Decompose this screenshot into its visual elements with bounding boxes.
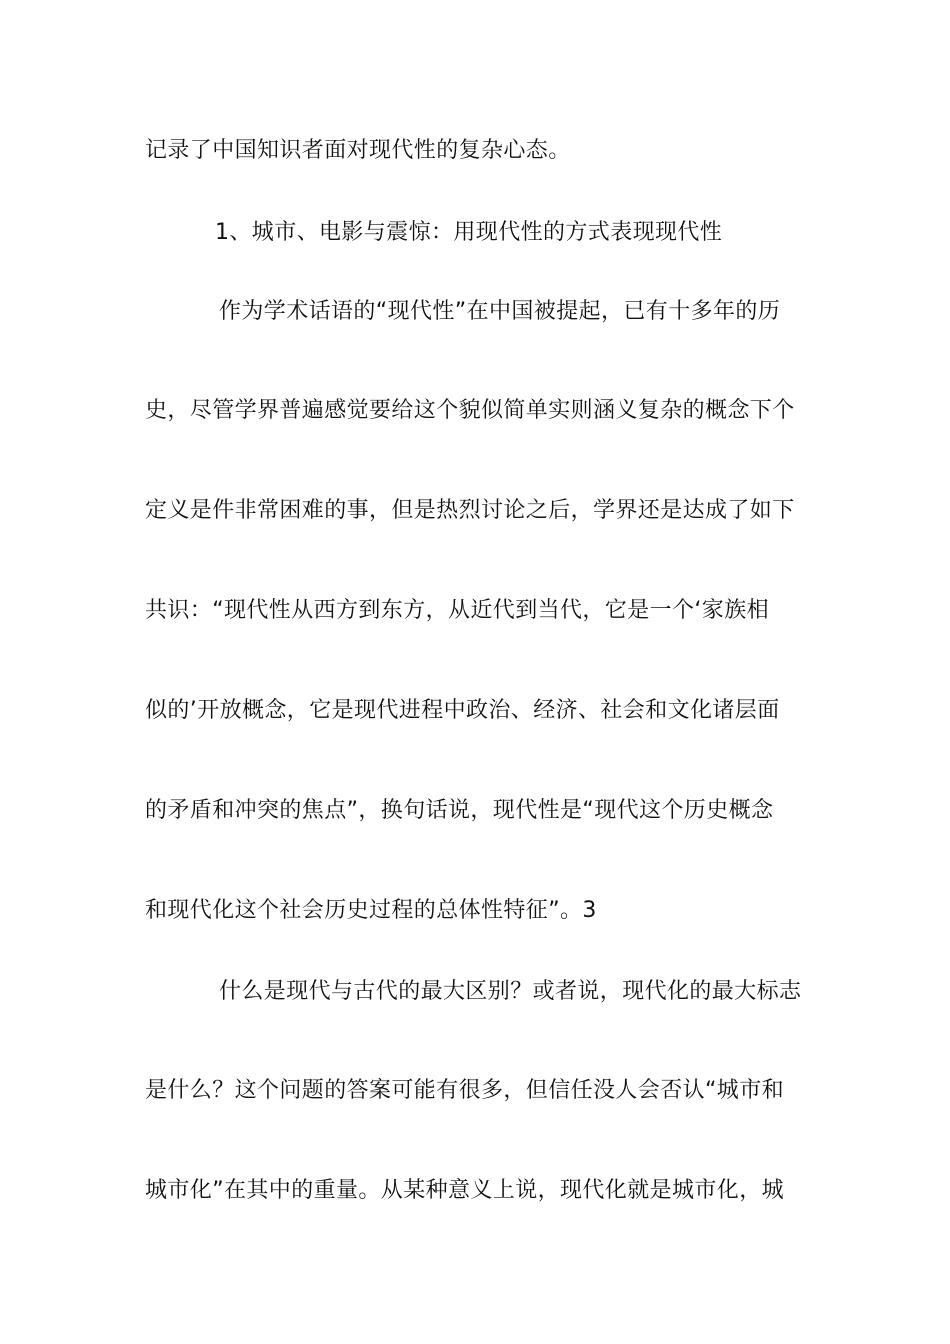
paragraph-line-8: 的矛盾和冲突的焦点”，换句话说，现代性是“现代这个历史概念 [145,798,774,823]
paragraph-line-7: 似的’开放概念，它是现代进程中政治、经济、社会和文化诸层面 [145,698,780,723]
paragraph-line-6: 共识：“现代性从西方到东方，从近代到当代，它是一个‘家族相 [145,598,769,623]
paragraph-line-9: 和现代化这个社会历史过程的总体性特征”。3 [145,898,597,923]
paragraph-line-10: 什么是现代与古代的最大区别？或者说，现代化的最大标志 [219,979,802,1004]
paragraph-line-5: 定义是件非常困难的事，但是热烈讨论之后，学界还是达成了如下 [145,498,795,523]
paragraph-line-12: 城市化”在其中的重量。从某种意义上说，现代化就是城市化，城 [145,1178,784,1203]
section-heading: 1、城市、电影与震惊：用现代性的方式表现现代性 [215,220,723,245]
paragraph-line-3: 作为学术话语的“现代性”在中国被提起，已有十多年的历 [219,299,781,324]
paragraph-line-4: 史，尽管学界普遍感觉要给这个貌似简单实则涵义复杂的概念下个 [145,398,795,423]
paragraph-line-1: 记录了中国知识者面对现代性的复杂心态。 [145,138,571,163]
paragraph-line-11: 是什么？这个问题的答案可能有很多，但信任没人会否认“城市和 [145,1078,784,1103]
